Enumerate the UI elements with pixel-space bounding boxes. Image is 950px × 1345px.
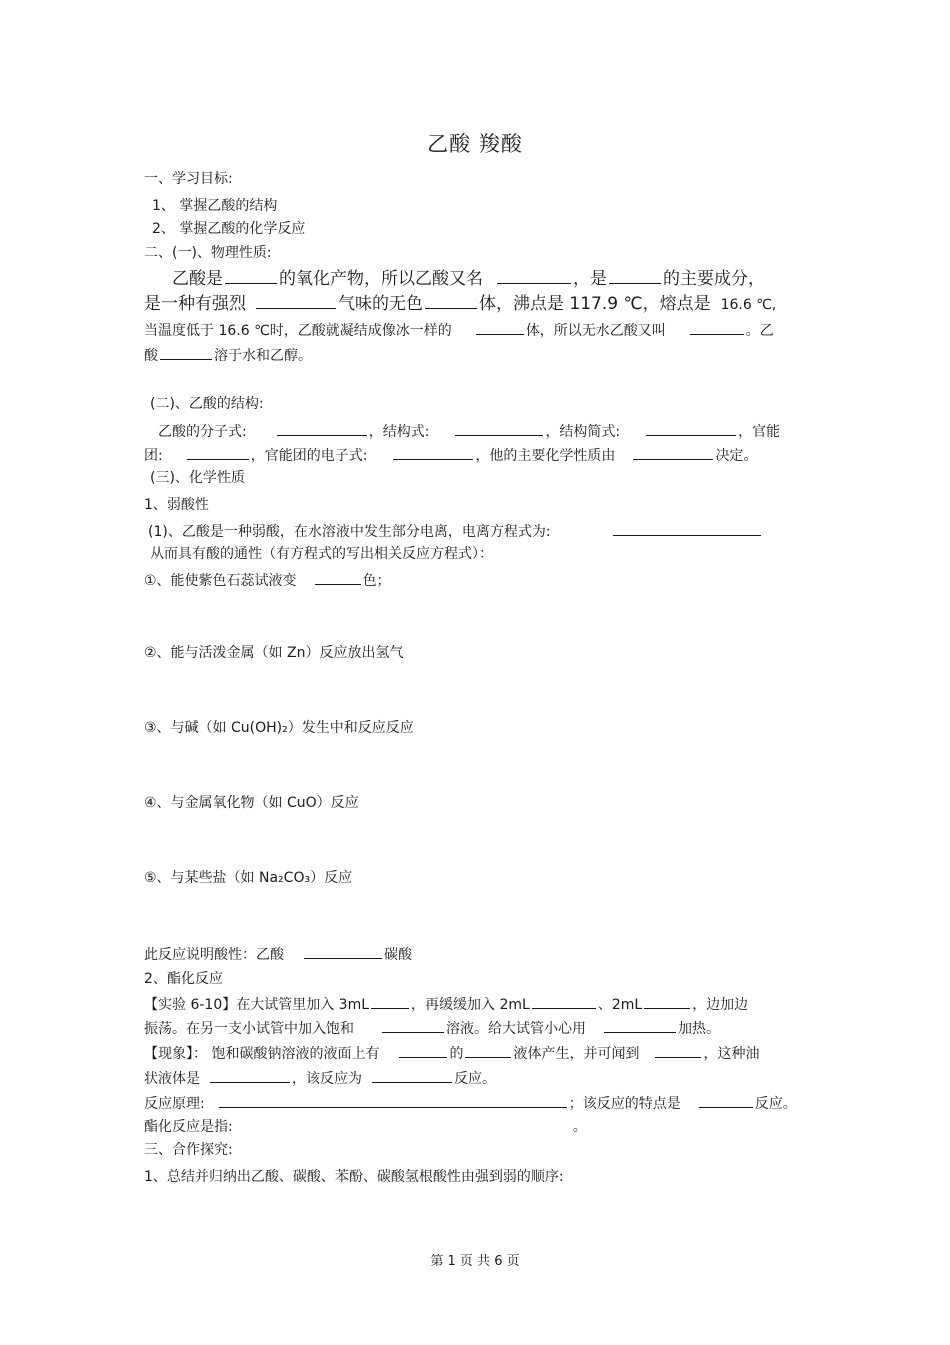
blank[interactable] bbox=[256, 294, 336, 309]
blank[interactable] bbox=[497, 269, 571, 284]
weak-acid-heading: 1、弱酸性 bbox=[144, 497, 209, 513]
blank[interactable] bbox=[655, 1043, 701, 1058]
blank[interactable] bbox=[315, 570, 361, 585]
blank[interactable] bbox=[187, 445, 249, 460]
esterification-definition: 酯化反应是指: 。 bbox=[144, 1119, 587, 1135]
chemical-heading: (三)、化学性质 bbox=[150, 470, 245, 486]
blank[interactable] bbox=[644, 994, 690, 1009]
property-item-5: ⑤、与某些盐（如 Na₂CO₃）反应 bbox=[144, 870, 353, 886]
goal-item-1: 1、 掌握乙酸的结构 bbox=[152, 198, 278, 214]
acidity-conclusion: 此反应说明酸性：乙酸 碳酸 bbox=[144, 944, 412, 964]
goal-item-2: 2、 掌握乙酸的化学反应 bbox=[152, 221, 306, 237]
page-footer: 第 1 页 共 6 页 bbox=[430, 1254, 520, 1269]
experiment-line-1: 【实验 6-10】在大试管里加入 3mL ，再缓缓加入 2mL 、2mL ，边加边 bbox=[144, 994, 748, 1014]
ionization-line: (1)、乙酸是一种弱酸，在水溶液中发生部分电离，电离方程式为: bbox=[148, 521, 763, 541]
structure-line-2: 团: ，官能团的电子式: ，他的主要化学性质由 决定。 bbox=[144, 445, 757, 465]
blank[interactable] bbox=[425, 294, 477, 309]
property-item-1: ①、能使紫色石蕊试液变 色； bbox=[144, 570, 391, 590]
property-item-2: ②、能与活泼金属（如 Zn）反应放出氢气 bbox=[144, 645, 404, 661]
section-3-heading: 三、合作探究: bbox=[144, 1142, 233, 1158]
property-item-3: ③、与碱（如 Cu(OH)₂）发生中和反应反应 bbox=[144, 720, 414, 736]
blank[interactable] bbox=[382, 1018, 444, 1033]
blank[interactable] bbox=[393, 445, 473, 460]
blank[interactable] bbox=[646, 421, 736, 436]
physical-line-2: 是一种有强烈 气味的无色 体，沸点是 117.9 ℃，熔点是 16.6 ℃, bbox=[144, 294, 777, 314]
physical-line-4: 酸 溶于水和乙醇。 bbox=[144, 345, 312, 365]
blank[interactable] bbox=[613, 521, 761, 536]
blank[interactable] bbox=[160, 345, 212, 360]
property-item-4: ④、与金属氧化物（如 CuO）反应 bbox=[144, 795, 359, 811]
section-1-heading: 一、学习目标: bbox=[144, 171, 233, 187]
acid-properties-line: 从而具有酸的通性（有方程式的写出相关反应方程式）： bbox=[150, 546, 493, 562]
phenomenon-line-2: 状液体是 ，该反应为 反应。 bbox=[144, 1068, 496, 1088]
phenomenon-line-1: 【现象】： 饱和碳酸钠溶液的液面上有 的 液体产生，并可闻到 ，这种油 bbox=[144, 1043, 759, 1063]
blank[interactable] bbox=[399, 1043, 447, 1058]
structure-heading: (二)、乙酸的结构: bbox=[150, 396, 264, 412]
section-2-heading: 二、(一)、物理性质: bbox=[144, 245, 272, 261]
physical-line-1: 乙酸是 的氧化产物，所以乙酸又名 ，是 的主要成分， bbox=[172, 269, 765, 289]
blank[interactable] bbox=[604, 1018, 676, 1033]
blank[interactable] bbox=[455, 421, 543, 436]
blank[interactable] bbox=[277, 421, 367, 436]
blank[interactable] bbox=[532, 994, 596, 1009]
inquiry-question-1: 1、总结并归纳出乙酸、碳酸、苯酚、碳酸氢根酸性由强到弱的顺序: bbox=[144, 1169, 564, 1185]
blank[interactable] bbox=[219, 1093, 567, 1108]
blank[interactable] bbox=[690, 320, 744, 335]
reaction-principle-line: 反应原理: ；该反应的特点是 反应。 bbox=[144, 1093, 797, 1113]
blank[interactable] bbox=[465, 1043, 511, 1058]
blank[interactable] bbox=[225, 269, 277, 284]
physical-line-3: 当温度低于 16.6 ℃时，乙酸就凝结成像冰一样的 体，所以无水乙酸又叫 。乙 bbox=[144, 320, 774, 340]
blank[interactable] bbox=[372, 1068, 452, 1083]
esterification-heading: 2、酯化反应 bbox=[144, 971, 223, 987]
blank[interactable] bbox=[609, 269, 661, 284]
structure-line-1: 乙酸的分子式: ，结构式: ，结构简式: ，官能 bbox=[158, 421, 780, 441]
blank[interactable] bbox=[371, 994, 409, 1009]
document-title: 乙酸 羧酸 bbox=[427, 132, 523, 156]
blank[interactable] bbox=[633, 445, 713, 460]
experiment-line-2: 振荡。在另一支小试管中加入饱和 溶液。给大试管小心用 加热。 bbox=[144, 1018, 720, 1038]
blank[interactable] bbox=[476, 320, 524, 335]
blank[interactable] bbox=[699, 1093, 753, 1108]
blank[interactable] bbox=[304, 944, 382, 959]
blank[interactable] bbox=[210, 1068, 290, 1083]
